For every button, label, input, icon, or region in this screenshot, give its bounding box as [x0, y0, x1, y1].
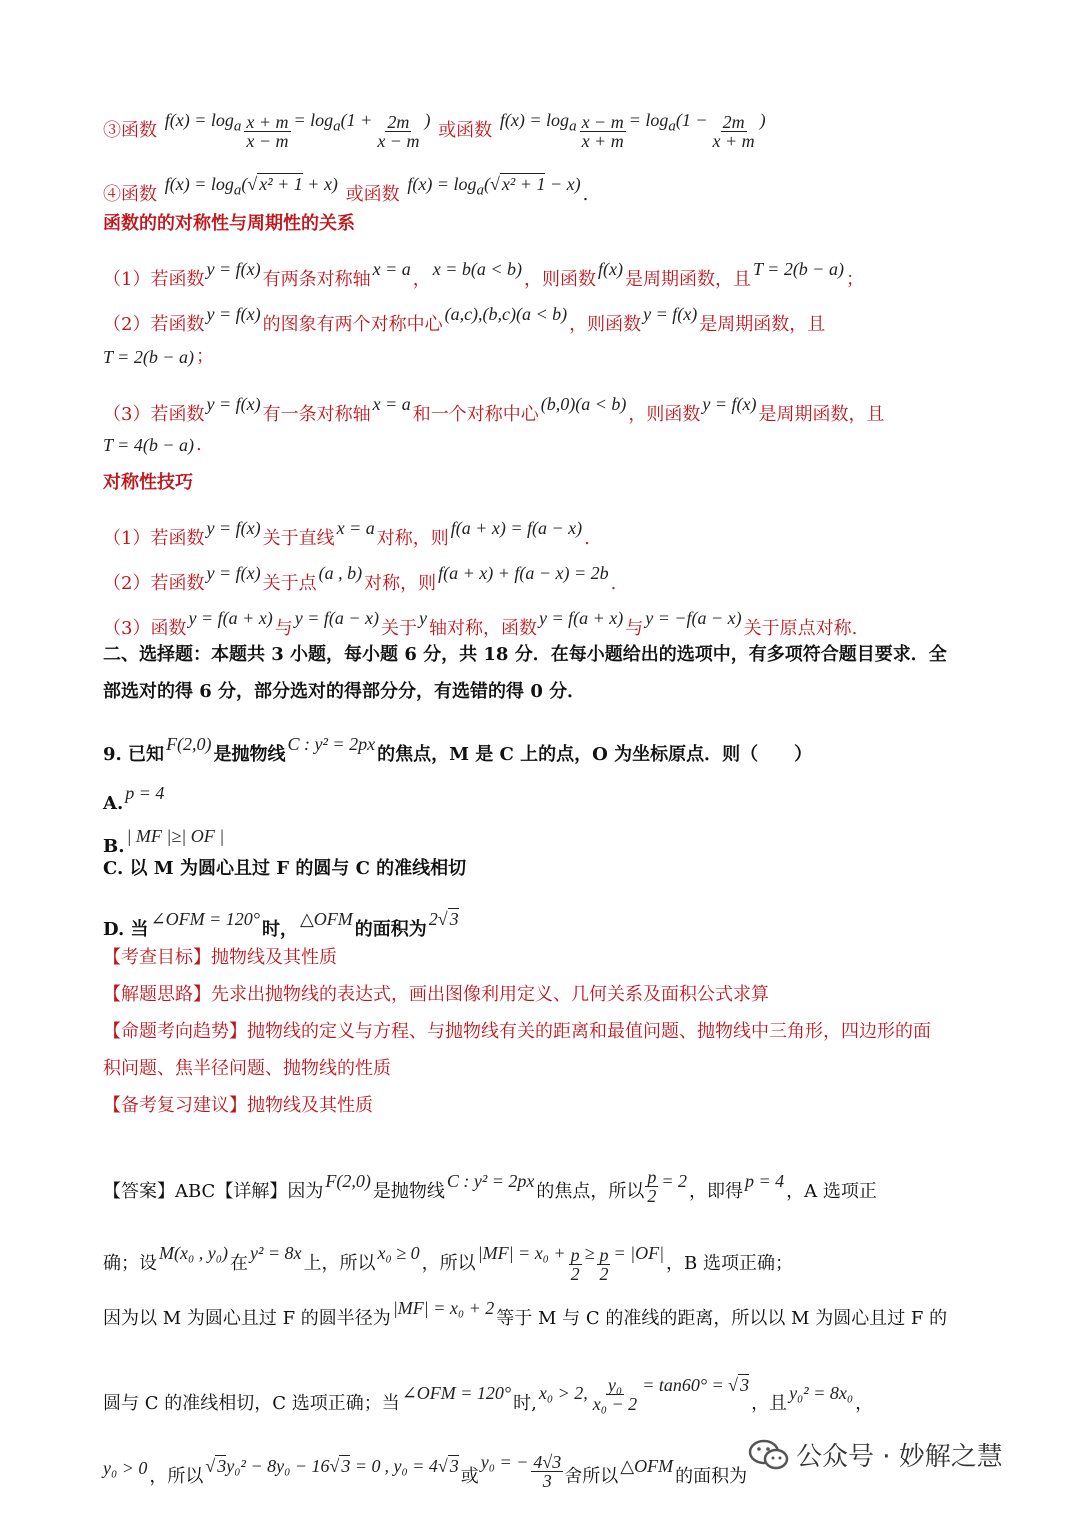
section-title-tips: 对称性技巧	[103, 472, 193, 493]
math: , y₀ = 4√ 3	[384, 1456, 459, 1476]
math: x = a	[372, 259, 411, 279]
text: 与	[625, 618, 644, 639]
text: 与	[274, 618, 293, 639]
math: (a , b)	[318, 563, 363, 583]
meta-review: 【备考复习建议】抛物线及其性质	[103, 1095, 373, 1116]
math-fraction: $\frac{p}{2}$	[599, 1244, 609, 1284]
math: x = b(a < b)	[432, 259, 522, 279]
text: 关于	[380, 618, 417, 639]
math: C : y² = 2px	[446, 1171, 535, 1191]
math: = $\log_a(1$ +	[293, 110, 373, 135]
tip-item-1	[103, 516, 590, 551]
text: 时，	[261, 919, 298, 940]
math: y = f(a − x)	[294, 608, 379, 628]
math: p = 4	[745, 1171, 785, 1191]
text: ，	[412, 269, 431, 290]
math: p = 4	[125, 783, 165, 803]
math: x = a	[336, 518, 375, 538]
text: 的面积为	[675, 1466, 748, 1487]
math: )	[424, 110, 431, 130]
answer-line-2	[103, 1241, 793, 1283]
option-c: C. 以 M 为圆心且过 F 的圆与 C 的准线相切	[103, 858, 467, 879]
text: ，所以	[149, 1466, 204, 1487]
math: y = f(x)	[702, 394, 757, 414]
math: = |OF|	[613, 1243, 665, 1263]
text: 是抛物线	[213, 744, 286, 765]
math-fraction: $\frac{p}{2}$	[570, 1244, 580, 1284]
text: ，则函数	[569, 314, 642, 335]
symmetry-item-2	[103, 302, 825, 337]
text: .	[582, 184, 589, 205]
watermark-text: 公众号 · 妙解之慧	[796, 1442, 1003, 1472]
text: ，所以	[421, 1253, 476, 1274]
math: = 2	[661, 1171, 688, 1191]
text: 关于直线	[262, 528, 335, 549]
text: 是周期函数，且	[699, 314, 826, 335]
watermark	[748, 1436, 1003, 1473]
text: 的焦点，所以	[536, 1181, 645, 1202]
answer-line-5	[103, 1450, 747, 1490]
text: 有一条对称轴	[262, 404, 371, 425]
text: （2）若函数	[103, 573, 205, 594]
text: 圆与 C 的准线相切，C 选项正确；当	[103, 1393, 400, 1414]
math: f(x)	[598, 259, 623, 279]
option-b	[103, 824, 226, 859]
text: ，则函数	[524, 269, 596, 290]
text: ③函数	[103, 120, 157, 141]
text: ，且	[751, 1393, 788, 1414]
text: 是抛物线	[372, 1181, 445, 1202]
math: y = f(x)	[206, 394, 261, 414]
answer-line-1	[103, 1168, 877, 1205]
math: T = 2(b − a)	[103, 347, 194, 367]
text: （3）函数	[103, 618, 187, 639]
text: （3）若函数	[103, 404, 205, 425]
option-d	[103, 907, 461, 942]
math: ∠OFM = 120°	[401, 1383, 512, 1403]
text: .	[195, 434, 202, 455]
text: 9. 已知	[103, 744, 165, 765]
math: y = f(x)	[206, 259, 261, 279]
text: （2）若函数	[103, 314, 205, 335]
text: 的面积为	[354, 919, 427, 940]
text: 因为以 M 为圆心且过 F 的圆半径为	[103, 1308, 391, 1329]
math: y = f(x)	[206, 518, 261, 538]
math: (a,c),(b,c)(a < b)	[444, 304, 568, 324]
math: = tan60° = √ 3	[642, 1375, 750, 1395]
text: 关于原点对称.	[743, 618, 858, 639]
math: (b,0)(a < b)	[540, 394, 627, 414]
math: △OFM	[620, 1456, 674, 1476]
math-fraction: $\frac{2m}{x + m}$	[712, 111, 755, 151]
math-fraction: $\frac{x + m}{x - m}$	[246, 111, 289, 151]
math: F(2,0)	[325, 1171, 371, 1191]
math: y₀ > 0	[103, 1458, 148, 1478]
math: 2√ 3	[428, 909, 459, 929]
math: f(a + x) + f(a − x) = 2b	[438, 563, 609, 583]
text: 上，所以	[303, 1253, 376, 1274]
text: ，A 选项正	[786, 1181, 877, 1202]
text: B.	[103, 836, 125, 857]
math: | MF |≥| OF |	[126, 826, 225, 846]
math: y = f(a + x)	[538, 608, 624, 628]
answer-line-3	[103, 1296, 947, 1331]
text: 或函数	[438, 120, 493, 141]
text: A.	[103, 793, 124, 814]
text: 的焦点，M 是 C 上的点，O 为坐标原点．则（ ）	[377, 744, 813, 765]
text: ，即得	[689, 1181, 744, 1202]
text: 时,	[513, 1393, 537, 1414]
meta-goal: 【考查目标】抛物线及其性质	[103, 947, 337, 968]
wechat-icon	[748, 1438, 790, 1472]
math: y = f(x)	[643, 304, 698, 324]
text: 或	[460, 1466, 479, 1487]
formula-line-4	[103, 172, 588, 207]
math: $f(x) = \log_a$	[164, 110, 242, 135]
text: 【答案】ABC【详解】因为	[103, 1181, 324, 1202]
math: √ 3y₀² − 8y₀ − 16√ 3 = 0	[205, 1456, 381, 1476]
math: y₀ = −	[480, 1452, 529, 1472]
tip-item-2	[103, 561, 616, 596]
math: = $\log_a(1$ −	[628, 110, 708, 135]
text: 对称，则	[364, 573, 437, 594]
math: y = −f(a − x)	[645, 608, 742, 628]
text: 在	[229, 1253, 248, 1274]
section-title-symmetry-period: 函数的的对称性与周期性的关系	[103, 213, 355, 234]
math: y² = 8x	[249, 1243, 302, 1263]
text: 确；设	[103, 1253, 157, 1274]
text: 有两条对称轴	[262, 269, 371, 290]
text: D. 当	[103, 919, 149, 940]
math-fraction: $\frac{x - m}{x + m}$	[581, 111, 624, 151]
symmetry-item-1	[103, 257, 864, 292]
math: ≥	[584, 1243, 595, 1263]
math: y₀² = 8x₀	[789, 1383, 854, 1403]
text: 的图象有两个对称中心	[262, 314, 443, 335]
math: ∠OFM = 120°	[150, 909, 260, 929]
math: $f(x) = \log_a(√$ x² + 1 − x)	[407, 174, 581, 199]
meta-idea: 【解题思路】先求出抛物线的表达式，画出图像利用定义、几何关系及面积公式求算	[103, 984, 769, 1005]
symmetry-item-3	[103, 392, 884, 427]
math: x₀ ≥ 0	[377, 1243, 420, 1263]
text: 舍所以	[564, 1466, 619, 1487]
math: M(x₀ , y₀)	[159, 1243, 228, 1263]
math: C : y² = 2px	[287, 734, 376, 754]
symmetry-item-3-cont	[103, 433, 202, 457]
math-fraction: $\frac{2m}{x - m}$	[377, 111, 420, 151]
text: ④函数	[103, 184, 157, 205]
text: .	[610, 573, 617, 594]
text: 或函数	[345, 184, 400, 205]
math: y	[418, 608, 427, 628]
symmetry-item-2-cont	[103, 345, 214, 369]
text: ，	[855, 1393, 874, 1414]
text: （1）若函数	[103, 269, 205, 290]
option-a	[103, 781, 166, 816]
math: x₀ > 2,	[538, 1383, 588, 1403]
math: f(a + x) = f(a − x)	[450, 518, 583, 538]
text: .	[584, 528, 590, 549]
math-fraction: $\frac{p}{2}$	[647, 1167, 657, 1206]
math: F(2,0)	[166, 734, 212, 754]
text: ；	[195, 346, 214, 367]
tip-item-3	[103, 606, 857, 641]
text: ，B 选项正确；	[666, 1253, 793, 1274]
question-9-stem	[103, 732, 812, 767]
math-fraction: $\frac{4√3}{3}$	[533, 1452, 562, 1491]
math: y = f(x)	[206, 563, 261, 583]
math: $f(x) = \log_a(√$ x² + 1 + x)	[164, 174, 338, 199]
math: x = a	[372, 394, 411, 414]
meta-trend-1: 【命题考向趋势】抛物线的定义与方程、与抛物线有关的距离和最值问题、抛物线中三角形，四边形的面	[103, 1021, 931, 1042]
answer-line-4	[103, 1373, 873, 1416]
math: )	[759, 110, 766, 130]
text: 轴对称，函数	[428, 618, 537, 639]
math: |MF| = x₀ + 2	[392, 1298, 495, 1318]
text: 等于 M 与 C 的准线的距离，所以以 M 为圆心且过 F 的	[496, 1308, 948, 1329]
text: 是周期函数，且	[624, 269, 751, 290]
formula-line-3	[103, 108, 768, 150]
math: $f(x) = \log_a$	[499, 110, 577, 135]
text: （1）若函数	[103, 528, 205, 549]
section-header-line-1: 二、选择题：本题共 3 小题，每小题 6 分，共 18 分．在每小题给出的选项中，有多项符合题目要求．全	[103, 644, 947, 665]
text: 对称，则	[376, 528, 449, 549]
meta-trend-2: 积问题、焦半径问题、抛物线的性质	[103, 1058, 391, 1079]
math-fraction: $\frac{\text{y₀}}{\text{x₀ − 2}}$	[592, 1375, 638, 1414]
math: y = f(x)	[206, 304, 261, 324]
math: y = f(a + x)	[188, 608, 273, 628]
text: ，则函数	[628, 404, 701, 425]
math: T = 2(b − a)	[752, 259, 844, 279]
text: ；	[845, 269, 864, 290]
text: 和一个对称中心	[412, 404, 539, 425]
section-header-line-2: 部选对的得 6 分，部分选对的得部分分，有选错的得 0 分．	[103, 681, 586, 702]
math: △OFM	[299, 909, 353, 929]
math: |MF| = x₀ +	[477, 1243, 566, 1263]
math: T = 4(b − a)	[103, 435, 194, 455]
text: 关于点	[262, 573, 317, 594]
text: 是周期函数，且	[758, 404, 885, 425]
